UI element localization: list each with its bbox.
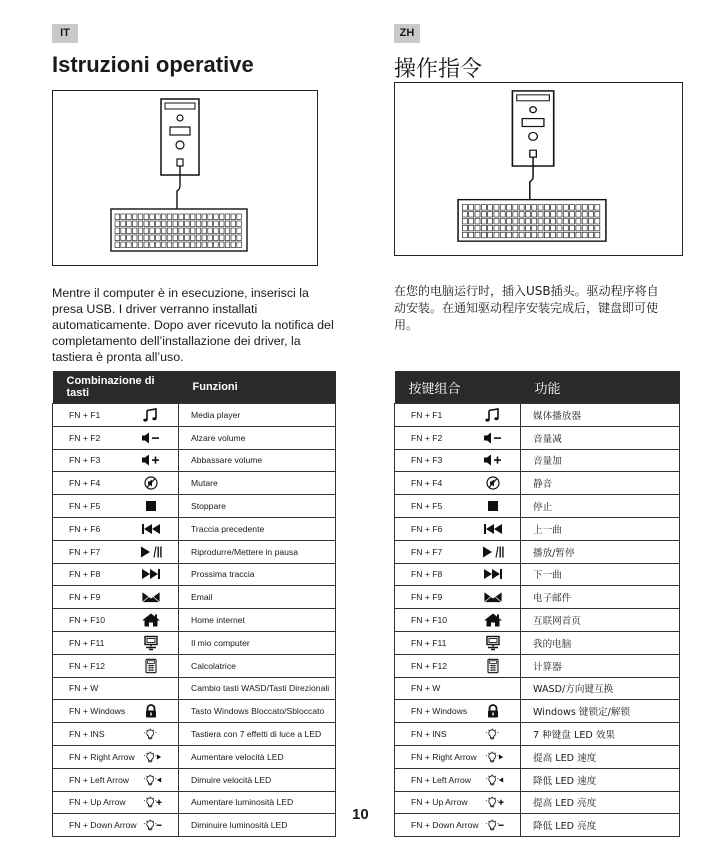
key-combination-label: FN + F10 — [411, 615, 448, 626]
key-combination-label: FN + F2 — [69, 432, 101, 443]
table-row — [53, 540, 336, 563]
key-combination-cell — [395, 609, 521, 632]
key-combination-label: FN + F7 — [69, 546, 101, 557]
key-combination-cell — [395, 404, 521, 427]
function-cell: 7 种键盘 LED 效果 — [521, 723, 680, 746]
header-key-combination: Combinazione di tasti — [53, 371, 179, 404]
key-combination-cell — [395, 654, 521, 677]
function-cell: Alzare volume — [179, 426, 336, 449]
volume-down-icon — [140, 430, 162, 445]
my-computer-icon — [482, 635, 504, 650]
light-minus-icon — [140, 818, 162, 833]
key-combination-cell — [395, 517, 521, 540]
table-row — [53, 631, 336, 654]
table-row — [395, 609, 680, 632]
function-cell: WASD/方向键互换 — [521, 677, 680, 700]
key-combination-cell — [395, 426, 521, 449]
key-combination-label: FN + F8 — [411, 569, 443, 580]
key-combination-label: FN + Up Arrow — [69, 797, 126, 808]
function-cell: Abbassare volume — [179, 449, 336, 472]
key-combination-cell — [395, 723, 521, 746]
function-cell: Il mio computer — [179, 631, 336, 654]
email-icon — [140, 590, 162, 605]
table-row — [395, 586, 680, 609]
key-combination-cell — [53, 745, 179, 768]
key-combination-label: FN + F10 — [69, 615, 106, 626]
page-number: 10 — [352, 806, 369, 823]
key-combination-label: FN + F12 — [411, 660, 448, 671]
table-row — [395, 540, 680, 563]
function-cell: Mutare — [179, 472, 336, 495]
table-row — [395, 745, 680, 768]
key-combination-cell — [395, 677, 521, 700]
function-cell: Dimuire velocità LED — [179, 768, 336, 791]
function-cell: 我的电脑 — [521, 631, 680, 654]
table-row — [53, 495, 336, 518]
instructions-paragraph: Mentre il computer è in esecuzione, inserisci la presa USB. I driver verranno installati automaticamente. Dopo aver ricevuto la notifica del completamento dell’installazione dei driver, la tastiera è pronta all’uso. — [52, 286, 334, 364]
calculator-icon — [140, 658, 162, 673]
function-cell: 媒体播放器 — [521, 404, 680, 427]
function-cell: Home internet — [179, 609, 336, 632]
function-cell: 播放/暂停 — [521, 540, 680, 563]
table-row — [395, 814, 680, 837]
key-combination-cell — [53, 654, 179, 677]
table-row — [53, 700, 336, 723]
key-combination-label: FN + F3 — [69, 455, 101, 466]
table-row — [395, 631, 680, 654]
function-cell: 提高 LED 亮度 — [521, 791, 680, 814]
function-cell: Windows 键锁定/解锁 — [521, 700, 680, 723]
shortcut-table — [394, 371, 680, 837]
table-row — [395, 563, 680, 586]
light-left-icon — [482, 772, 504, 787]
table-row — [395, 654, 680, 677]
play-pause-icon — [482, 544, 504, 559]
table-row — [53, 426, 336, 449]
function-cell: 互联网首页 — [521, 609, 680, 632]
key-combination-cell — [53, 517, 179, 540]
key-combination-cell — [395, 745, 521, 768]
table-row — [53, 472, 336, 495]
key-combination-label: FN + Left Arrow — [411, 774, 471, 785]
function-cell: Calcolatrice — [179, 654, 336, 677]
connection-illustration — [52, 90, 318, 266]
key-combination-cell — [53, 814, 179, 837]
key-combination-label: FN + F9 — [411, 592, 443, 603]
next-track-icon — [482, 567, 504, 582]
table-row — [395, 495, 680, 518]
key-combination-label: FN + Down Arrow — [69, 820, 137, 831]
table-row — [395, 768, 680, 791]
light-plus-icon — [482, 795, 504, 810]
key-combination-cell — [53, 791, 179, 814]
music-note-icon — [140, 407, 162, 422]
function-cell: 提高 LED 速度 — [521, 745, 680, 768]
connection-illustration — [394, 82, 683, 256]
table-row — [53, 654, 336, 677]
table-row — [53, 449, 336, 472]
key-combination-label: FN + F7 — [411, 546, 443, 557]
language-badge: ZH — [394, 24, 420, 43]
table-row — [395, 723, 680, 746]
key-combination-label: FN + F1 — [69, 409, 101, 420]
function-cell: 降低 LED 亮度 — [521, 814, 680, 837]
function-cell: 计算器 — [521, 654, 680, 677]
function-cell: Aumentare luminosità LED — [179, 791, 336, 814]
key-combination-label: FN + F1 — [411, 409, 443, 420]
previous-track-icon — [482, 521, 504, 536]
table-row — [53, 517, 336, 540]
mute-icon — [140, 476, 162, 491]
table-row — [53, 563, 336, 586]
function-cell: 静音 — [521, 472, 680, 495]
function-cell: 电子邮件 — [521, 586, 680, 609]
table-row — [395, 404, 680, 427]
key-combination-label: FN + F9 — [69, 592, 101, 603]
table-row — [395, 472, 680, 495]
volume-up-icon — [140, 453, 162, 468]
function-cell: Email — [179, 586, 336, 609]
stop-icon — [140, 499, 162, 514]
key-combination-label: FN + F11 — [69, 637, 105, 648]
table-row — [53, 677, 336, 700]
table-row — [395, 791, 680, 814]
table-row — [53, 745, 336, 768]
key-combination-cell — [53, 768, 179, 791]
function-cell: Cambio tasti WASD/Tasti Direzionali — [179, 677, 336, 700]
key-combination-cell — [53, 495, 179, 518]
table-row — [395, 517, 680, 540]
mute-icon — [482, 476, 504, 491]
key-combination-cell — [395, 449, 521, 472]
function-cell: Riprodurre/Mettere in pausa — [179, 540, 336, 563]
key-combination-cell — [53, 700, 179, 723]
function-cell: 降低 LED 速度 — [521, 768, 680, 791]
home-icon — [140, 613, 162, 628]
next-track-icon — [140, 567, 162, 582]
email-icon — [482, 590, 504, 605]
my-computer-icon — [140, 635, 162, 650]
function-cell: Prossima traccia — [179, 563, 336, 586]
key-combination-cell — [53, 677, 179, 700]
key-combination-label: FN + Windows — [69, 706, 126, 717]
language-badge: IT — [52, 24, 78, 43]
table-row — [53, 609, 336, 632]
key-combination-cell — [395, 700, 521, 723]
key-combination-label: FN + Down Arrow — [411, 820, 479, 831]
header-function: Funzioni — [179, 371, 336, 404]
section-title: 操作指令 — [394, 57, 483, 82]
key-combination-label: FN + F4 — [69, 478, 101, 489]
function-cell: 停止 — [521, 495, 680, 518]
key-combination-cell — [53, 723, 179, 746]
key-combination-cell — [395, 586, 521, 609]
key-combination-label: FN + F6 — [69, 523, 101, 534]
volume-up-icon — [482, 453, 504, 468]
key-combination-cell — [53, 609, 179, 632]
key-combination-cell — [53, 631, 179, 654]
key-combination-label: FN + INS — [411, 729, 447, 740]
key-combination-label: FN + F8 — [69, 569, 101, 580]
key-combination-cell — [53, 404, 179, 427]
header-function: 功能 — [521, 371, 680, 404]
light-minus-icon — [482, 818, 504, 833]
light-icon — [482, 727, 504, 742]
key-combination-label: FN + F12 — [69, 660, 106, 671]
light-icon — [140, 727, 162, 742]
key-combination-cell — [395, 540, 521, 563]
table-row — [53, 814, 336, 837]
key-combination-label: FN + F3 — [411, 455, 443, 466]
light-right-icon — [140, 749, 162, 764]
function-cell: Media player — [179, 404, 336, 427]
key-combination-label: FN + F5 — [411, 501, 443, 512]
key-combination-cell — [53, 472, 179, 495]
table-row — [53, 791, 336, 814]
key-combination-label: FN + W — [69, 683, 99, 694]
key-combination-cell — [53, 586, 179, 609]
function-cell: Traccia precedente — [179, 517, 336, 540]
calculator-icon — [482, 658, 504, 673]
lock-icon — [482, 704, 504, 719]
key-combination-label: FN + F2 — [411, 432, 443, 443]
key-combination-label: FN + Right Arrow — [411, 751, 477, 762]
key-combination-cell — [53, 426, 179, 449]
header-key-combination: 按键组合 — [395, 371, 521, 404]
key-combination-cell — [395, 495, 521, 518]
key-combination-cell — [53, 449, 179, 472]
key-combination-label: FN + Up Arrow — [411, 797, 468, 808]
volume-down-icon — [482, 430, 504, 445]
music-note-icon — [482, 407, 504, 422]
key-combination-cell — [53, 540, 179, 563]
home-icon — [482, 613, 504, 628]
table-row — [395, 426, 680, 449]
lock-icon — [140, 704, 162, 719]
function-cell: Aumentare velocità LED — [179, 745, 336, 768]
table-row — [53, 586, 336, 609]
key-combination-cell — [53, 563, 179, 586]
key-combination-label: FN + Right Arrow — [69, 751, 135, 762]
key-combination-label: FN + Left Arrow — [69, 774, 129, 785]
table-row — [53, 768, 336, 791]
key-combination-label: FN + F11 — [411, 637, 447, 648]
function-cell: Tastiera con 7 effetti di luce a LED — [179, 723, 336, 746]
previous-track-icon — [140, 521, 162, 536]
key-combination-label: FN + F5 — [69, 501, 101, 512]
shortcut-table — [52, 371, 336, 837]
function-cell: Diminuire luminosità LED — [179, 814, 336, 837]
stop-icon — [482, 499, 504, 514]
instructions-paragraph: 在您的电脑运行时，插入USB插头。驱动程序将自动安装。在通知驱动程序安装完成后，键盘即可使用。 — [394, 284, 659, 332]
play-pause-icon — [140, 544, 162, 559]
light-left-icon — [140, 772, 162, 787]
table-row — [53, 723, 336, 746]
key-combination-label: FN + INS — [69, 729, 105, 740]
function-cell: 上一曲 — [521, 517, 680, 540]
section-title: Istruzioni operative — [52, 52, 254, 77]
key-combination-label: FN + F4 — [411, 478, 443, 489]
function-cell: Tasto Windows Bloccato/Sbloccato — [179, 700, 336, 723]
key-combination-label: FN + Windows — [411, 706, 468, 717]
key-combination-label: FN + F6 — [411, 523, 443, 534]
table-row — [395, 449, 680, 472]
key-combination-cell — [395, 563, 521, 586]
table-row — [395, 700, 680, 723]
key-combination-cell — [395, 814, 521, 837]
light-plus-icon — [140, 795, 162, 810]
function-cell: Stoppare — [179, 495, 336, 518]
key-combination-cell — [395, 768, 521, 791]
function-cell: 下一曲 — [521, 563, 680, 586]
key-combination-cell — [395, 472, 521, 495]
key-combination-cell — [395, 791, 521, 814]
table-row — [395, 677, 680, 700]
table-row — [53, 404, 336, 427]
function-cell: 音量减 — [521, 426, 680, 449]
key-combination-cell — [395, 631, 521, 654]
light-right-icon — [482, 749, 504, 764]
function-cell: 音量加 — [521, 449, 680, 472]
key-combination-label: FN + W — [411, 683, 441, 694]
